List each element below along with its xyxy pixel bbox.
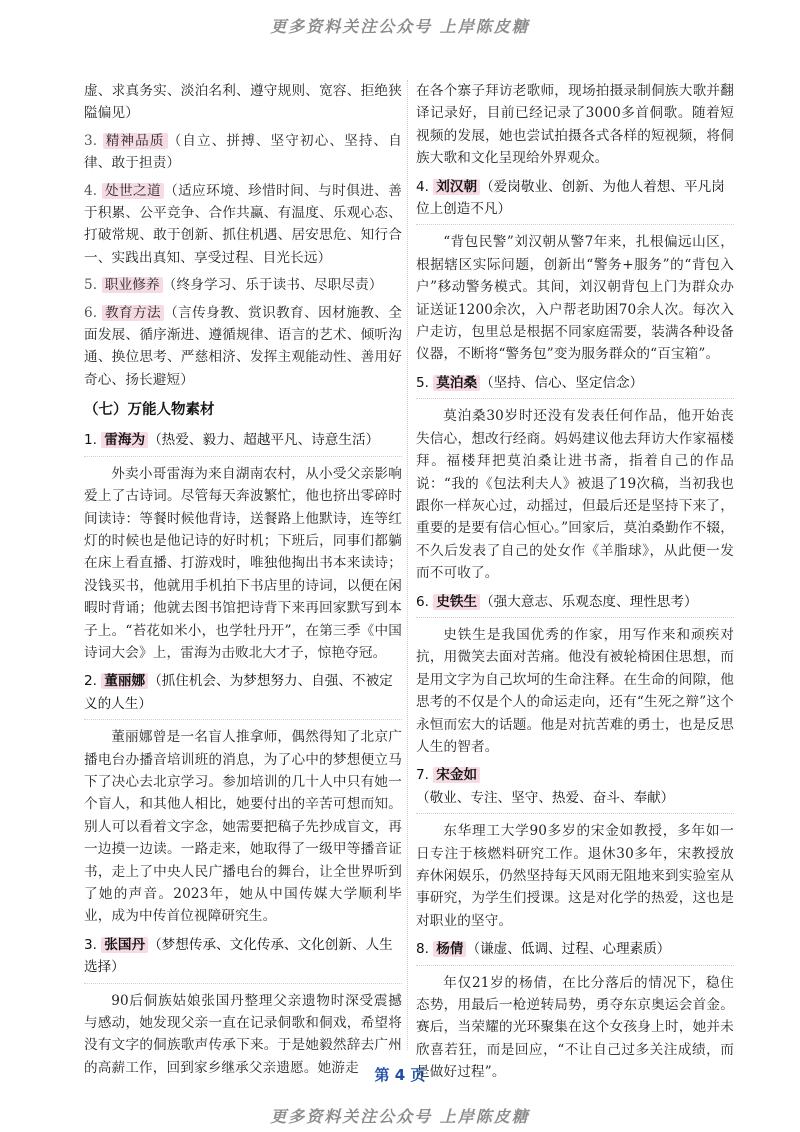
heading-number: 6. [416, 593, 434, 610]
paragraph: 年仅21岁的杨倩，在比分落后的情况下，稳住态势，用最后一枪逆转局势，勇夺东京奥运会首金。赛后，当荣耀的光环聚集在这个女孩身上时，她并未欣喜若狂，而是回应，“不让自己过多关注成绩，而是做好过程”。 [416, 974, 734, 1081]
person-tags: （梦想传承、文化传承、文化创新、人生选择） [84, 936, 393, 976]
paragraph: 外卖小哥雷海为来自湖南农村，从小受父亲影响爱上了古诗词。尽管每天奔波繁忙，他也挤出零碎时间读诗：等餐时候他背诗，送餐路上他默诗，连等红灯的时候也是他记诗的好时机；下班后，同事们都躺在床上看直播、打游戏时，唯独他掏出书本来读诗；没钱买书，他就用手机拍下书店里的诗词，以便在闲暇时背诵；他就去图书馆把诗背下来再回家默写到本子上。“苔花如米小，也学牡丹开”，在第三季《中国诗词大会》上，雷海为击败北大才子，惊艳夺冠。 [84, 465, 402, 661]
person-heading [84, 934, 402, 979]
heading-number: 4. [416, 178, 434, 195]
list-item [84, 274, 402, 296]
item-title: 处世之道 [102, 183, 164, 199]
person-name: 雷海为 [101, 432, 148, 448]
item-number: 6. [84, 304, 103, 321]
heading-number: 8. [416, 941, 434, 958]
divider [84, 719, 402, 720]
page-number: 第 4 页 [374, 1066, 426, 1084]
person-heading [416, 176, 734, 221]
person-name: 宋金如 [433, 767, 480, 783]
person-name: 史铁生 [433, 594, 480, 610]
left-column [84, 80, 402, 1084]
person-tags: （抓住机会、为梦想努力、自强、不被定义的人生） [84, 673, 393, 712]
person-name: 刘汉朝 [433, 179, 480, 195]
item-body: （终身学习、乐于读书、尽职尽责） [162, 277, 383, 294]
paragraph: 虚、求真务实、淡泊名利、遵守规则、宽容、拒绝狭隘偏见） [84, 83, 402, 122]
heading-number: 3. [84, 936, 102, 953]
paragraph: 莫泊桑30岁时还没有发表任何作品，他开始丧失信心，想改行经商。妈妈建议他去拜访大作家福楼拜。福楼拜把莫泊桑让进书斋，指着自己的作品说：“我的《包法利夫人》被退了19次稿，当初我也跟你一样灰心过，动摇过，但最后还是坚持下来了，重要的是要有信心恒心。”回家后，莫泊桑勤作不辍，不久后发表了自己的处女作《羊脂球》，从此便一发而不可收了。 [416, 408, 734, 582]
item-number: 4. [84, 182, 103, 199]
person-tags: （坚持、信心、坚定信念） [480, 374, 644, 391]
divider [416, 617, 734, 618]
person-tags: （爱岗敬业、创新、为他人着想、平凡岗位上创造不凡） [416, 178, 725, 218]
paragraph: 董丽娜曾是一名盲人推拿师，偶然得知了北京广播电台办播音培训班的消息，为了心中的梦想便立马下了决心去北京学习。参加培训的几十人中只有她一个盲人，和其他人相比，她要付出的辛苦可想而知。别人可以看着文字念，她需要把稿子先抄成盲文，再一边摸一边读。一路走来，她取得了一级甲等播音证书，走上了中央人民广播电台的舞台，让全世界听到了她的声音。2023年，她从中国传媒大学顺利毕业，成为中传首位视障研究生。 [84, 729, 402, 925]
person-heading [416, 372, 734, 394]
divider [84, 983, 402, 984]
paragraph: 史铁生是我国优秀的作家，用写作来和顽疾对抗，用微笑去面对苦痛。他没有被轮椅困住思想，而是用文字为自己坎坷的生命注释。在生命的间隙，他思考的不仅是个人的命运走向，还有“生死之辩”这个永恒而宏大的话题。他是对抗苦难的勇士，也是反思人生的智者。 [416, 626, 734, 755]
paragraph: 东华理工大学90多岁的宋金如教授，多年如一日专注于核燃料研究工作。退休30多年，宋教授放弃休闲娱乐，仍然坚持每天风雨无阻地来到实验室从事研究，为学生们授课。这是对化学的热爱，这也是对职业的坚守。 [416, 823, 734, 929]
item-number: 3. [84, 132, 103, 149]
heading-number: 5. [416, 374, 434, 391]
divider [416, 224, 734, 225]
paragraph: “背包民警”刘汉朝从警7年来，扎根偏远山区，根据辖区实际问题，创新出“警务+服务”的“背包入户”移动警务模式。其间，刘汉朝背包上门为群众办证送证1200余次，入户帮老助困70余人次。每次入户走访，包里总是根据不同家庭需要，装满各种设备仪器，不断将“警务包”变为服务群众的“百宝箱”。 [416, 234, 734, 363]
item-body: （言传身教、赏识教育、因材施教、全面发展、循序渐进、遵循规律、语言的艺术、倾听沟通、换位思考、严慈相济、发挥主观能动性、善用好奇心、扬长避短） [84, 304, 402, 388]
person-name: 杨倩 [433, 941, 466, 957]
person-heading [416, 938, 734, 960]
header-banner: 更多资料关注公众号 上岸陈皮糖 [270, 17, 530, 36]
item-body: （自立、拼搏、坚守初心、坚持、自律、敢于担责） [84, 132, 402, 172]
item-title: 教育方法 [102, 305, 164, 321]
list-item [84, 130, 402, 175]
item-number: 5. [84, 277, 102, 294]
heading-number: 7. [416, 767, 434, 784]
footer-banner: 更多资料关注公众号 上岸陈皮糖 [270, 1107, 530, 1126]
divider [84, 456, 402, 457]
person-tags: （敬业、专注、坚守、热爱、奋斗、奉献） [416, 789, 675, 806]
person-heading [416, 764, 734, 809]
list-item [84, 180, 402, 270]
person-name: 张国丹 [101, 937, 148, 953]
person-tags: （热爱、毅力、超越平凡、诗意生活） [148, 432, 380, 449]
section-title: （七）万能人物素材 [84, 402, 215, 419]
item-title: 职业修养 [102, 277, 163, 293]
right-column [407, 80, 734, 1081]
person-tags: （强大意志、乐观态度、理性思考） [480, 593, 698, 610]
divider [416, 965, 734, 966]
person-heading [416, 591, 734, 613]
item-body: （适应环境、珍惜时间、与时俱进、善于积累、公平竞争、合作共赢、有温度、乐观心态、打破常规、敢于创新、抓住机遇、居安思危、知行合一、实践出真知、享受过程、目光长远） [84, 182, 402, 266]
paragraph: 90后侗族姑娘张国丹整理父亲遗物时深受震撼与感动，她发现父亲一直在记录侗歌和侗戏，希望将没有文字的侗族歌声传承下来。于是她毅然辞去广州的高薪工作，回到家乡继承父亲遗愿。她游走 [84, 992, 402, 1076]
paragraph: 在各个寨子拜访老歌师，现场拍摄录制侗族大歌并翻译记录好，目前已经记录了3000多首侗歌。随着短视频的发展，她也尝试拍摄各式各样的短视频，将侗族大歌和文化呈现给外界观众。 [416, 83, 734, 167]
person-heading [84, 429, 402, 451]
heading-number: 1. [84, 432, 102, 449]
person-heading [84, 670, 402, 715]
person-tags: （谦虚、低调、过程、心理素质） [466, 941, 671, 958]
divider [416, 398, 734, 399]
list-item [84, 302, 402, 392]
heading-number: 2. [84, 673, 102, 690]
item-title: 精神品质 [103, 133, 168, 149]
person-name: 莫泊桑 [433, 375, 480, 391]
divider [416, 813, 734, 814]
person-name: 董丽娜 [101, 673, 148, 689]
